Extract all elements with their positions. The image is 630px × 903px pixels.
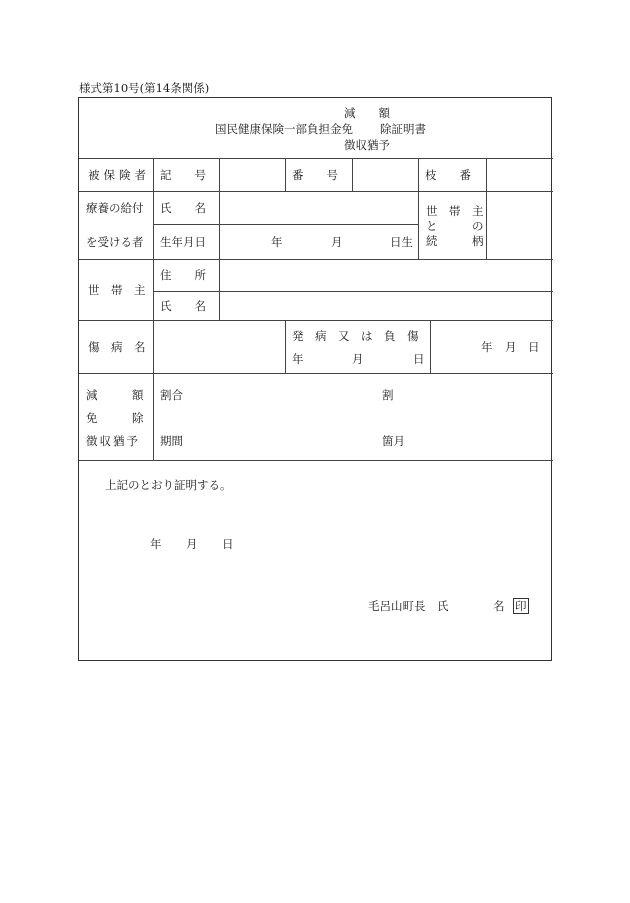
relation-label-1: 世 帯 主: [426, 204, 484, 218]
illness-date-year: 年: [481, 340, 493, 354]
rule: [154, 291, 553, 292]
bango-label: 番 号: [292, 168, 338, 182]
reduction-label-3: 徴収猶予: [86, 434, 140, 448]
rule: [430, 320, 431, 373]
issuer-name-suffix: 名: [493, 599, 505, 613]
kigo-label: 記 号: [160, 168, 206, 182]
rule: [352, 158, 353, 191]
rule: [153, 158, 154, 460]
period-label: 期間: [160, 434, 183, 448]
householder-address-label: 住 所: [160, 268, 206, 282]
insured-label: 被保険者: [88, 168, 150, 182]
illness-label: 傷 病 名: [88, 340, 146, 354]
edaban-label: 枝 番: [425, 168, 471, 182]
householder-label: 世 帯 主: [88, 283, 146, 297]
onset-label: 発 病 又 は 負 傷: [292, 329, 419, 343]
certification-statement: 上記のとおり証明する。: [105, 478, 232, 492]
cert-date-month: 月: [186, 537, 198, 551]
relation-label-3: 続 柄: [426, 234, 484, 248]
onset-day: 日: [413, 352, 425, 366]
rule: [79, 191, 553, 192]
rule: [79, 460, 553, 461]
beneficiary-name-label: 氏 名: [160, 201, 206, 215]
period-unit: 箇月: [382, 434, 405, 448]
illness-date-day: 日: [528, 340, 540, 354]
householder-name-label: 氏 名: [160, 299, 206, 313]
rule: [486, 158, 487, 259]
dob-month: 月: [331, 235, 343, 249]
reduction-label-2: 免 除: [86, 411, 144, 425]
title-line-3: 徴収猶予: [344, 138, 390, 152]
illness-date-month: 月: [505, 340, 517, 354]
beneficiary-label-2: を受ける者: [86, 235, 144, 249]
onset-year: 年: [292, 352, 304, 366]
title-line-2-left: 国民健康保険一部負担金免: [215, 122, 353, 136]
form-number-label: 様式第10号(第14条関係): [79, 81, 210, 95]
cert-date-year: 年: [150, 537, 162, 551]
onset-month: 月: [352, 352, 364, 366]
rule: [285, 158, 286, 191]
issuer-label: 毛呂山町長 氏: [368, 599, 449, 613]
rule: [219, 158, 220, 320]
rule: [418, 158, 419, 259]
title-line-2-right: 除証明書: [380, 122, 426, 136]
rule: [79, 320, 553, 321]
beneficiary-label-1: 療養の給付: [86, 201, 144, 215]
cert-date-day: 日: [222, 537, 234, 551]
beneficiary-dob-label: 生年月日: [160, 235, 206, 249]
rule: [79, 158, 553, 159]
rule: [79, 373, 553, 374]
ratio-unit: 割: [382, 388, 394, 402]
title-line-1: 減 額: [344, 106, 390, 120]
ratio-label: 割合: [160, 388, 183, 402]
reduction-label-1: 減 額: [86, 388, 144, 402]
certificate-form: [78, 97, 552, 661]
rule: [154, 224, 419, 225]
seal-mark: 印: [515, 599, 527, 613]
dob-year: 年: [271, 235, 283, 249]
dob-day: 日生: [390, 235, 413, 249]
rule: [285, 320, 286, 373]
relation-label-2: と の: [426, 219, 484, 233]
rule: [79, 259, 553, 260]
